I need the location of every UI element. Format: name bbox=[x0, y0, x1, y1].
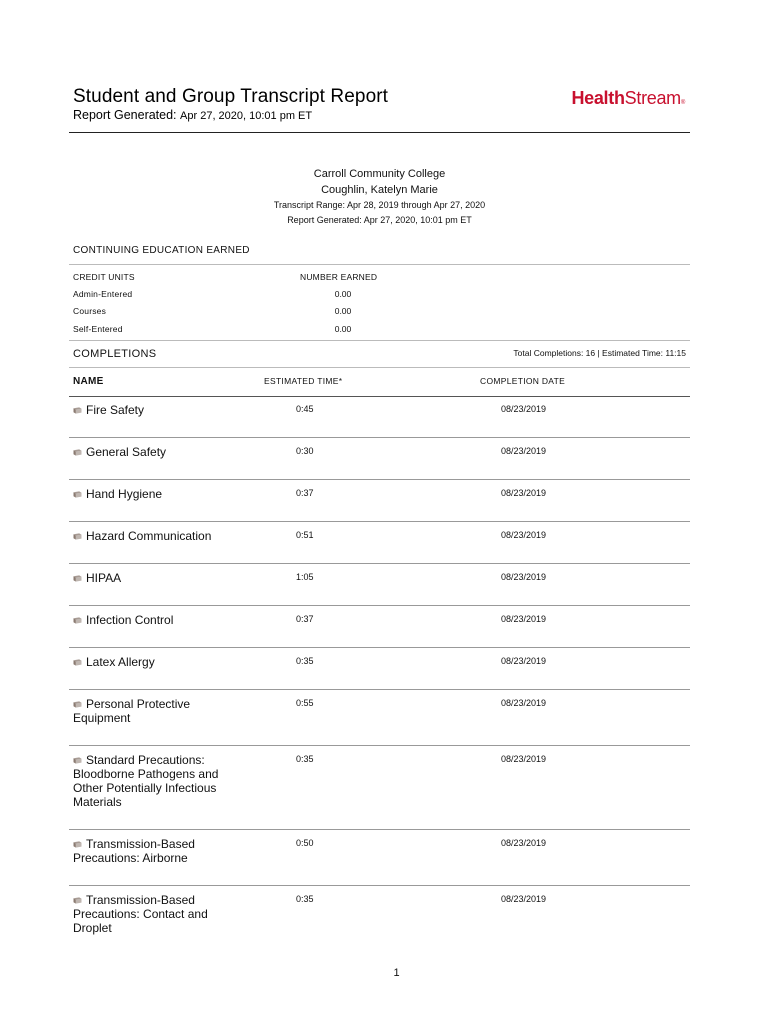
course-name-text: Hazard Communication bbox=[86, 529, 212, 543]
transcript-range: Transcript Range: Apr 28, 2019 through Apr 27, 2020 bbox=[273, 200, 486, 210]
estimated-time: 0:51 bbox=[296, 530, 314, 540]
row-divider bbox=[69, 437, 690, 438]
estimated-time: 0:37 bbox=[296, 614, 314, 624]
course-name bbox=[73, 697, 248, 725]
course-name-text: Transmission-Based Precautions: Contact and Droplet bbox=[73, 893, 208, 935]
row-divider bbox=[69, 605, 690, 606]
completion-date: 08/23/2019 bbox=[501, 754, 547, 764]
report-title: Student and Group Transcript Report bbox=[73, 86, 389, 107]
row-divider bbox=[69, 479, 690, 480]
course-name bbox=[73, 529, 248, 543]
completion-date: 08/23/2019 bbox=[501, 404, 547, 414]
col-header-completion-date: COMPLETION DATE bbox=[480, 376, 566, 386]
row-divider bbox=[69, 521, 690, 522]
book-icon bbox=[73, 533, 82, 540]
col-header-name: NAME bbox=[73, 376, 104, 387]
report-generated-label: Report Generated: bbox=[73, 108, 177, 122]
row-divider bbox=[69, 745, 690, 746]
institution-name: Carroll Community College bbox=[313, 168, 446, 180]
estimated-time: 0:30 bbox=[296, 446, 314, 456]
report-generated-value: Apr 27, 2020, 10:01 pm ET bbox=[180, 110, 313, 122]
completions-top-divider bbox=[69, 340, 690, 341]
row-divider bbox=[69, 689, 690, 690]
book-icon bbox=[73, 841, 82, 848]
ce-row-value: 0.00 bbox=[334, 289, 352, 299]
ce-row-label: Courses bbox=[73, 306, 107, 316]
book-icon bbox=[73, 701, 82, 708]
estimated-time: 1:05 bbox=[296, 572, 314, 582]
estimated-time: 0:35 bbox=[296, 894, 314, 904]
completion-date: 08/23/2019 bbox=[501, 894, 547, 904]
course-name bbox=[73, 487, 248, 501]
estimated-time: 0:50 bbox=[296, 838, 314, 848]
estimated-time: 0:35 bbox=[296, 656, 314, 666]
logo-bold-text: Health bbox=[571, 88, 625, 108]
col-header-estimated-time: ESTIMATED TIME* bbox=[264, 376, 343, 386]
book-icon bbox=[73, 617, 82, 624]
completion-date: 08/23/2019 bbox=[501, 656, 547, 666]
completion-date: 08/23/2019 bbox=[501, 698, 547, 708]
course-name bbox=[73, 445, 248, 459]
course-name bbox=[73, 655, 248, 669]
course-name-text: HIPAA bbox=[86, 571, 122, 585]
estimated-time: 0:55 bbox=[296, 698, 314, 708]
page-number: 1 bbox=[393, 967, 400, 979]
book-icon bbox=[73, 491, 82, 498]
completion-date: 08/23/2019 bbox=[501, 572, 547, 582]
course-name bbox=[73, 571, 248, 585]
book-icon bbox=[73, 659, 82, 666]
course-name-text: Personal Protective Equipment bbox=[73, 697, 191, 725]
row-divider bbox=[69, 647, 690, 648]
header-divider bbox=[69, 132, 690, 133]
logo-regular-text: Stream bbox=[624, 88, 681, 108]
completion-date: 08/23/2019 bbox=[501, 488, 547, 498]
course-name bbox=[73, 403, 248, 417]
course-name-text: Fire Safety bbox=[86, 403, 145, 417]
course-name bbox=[73, 613, 248, 627]
estimated-time: 0:35 bbox=[296, 754, 314, 764]
book-icon bbox=[73, 449, 82, 456]
ce-row-value: 0.00 bbox=[334, 324, 352, 334]
ce-section-label: CONTINUING EDUCATION EARNED bbox=[73, 245, 250, 256]
ce-col-number-earned: NUMBER EARNED bbox=[300, 272, 378, 282]
ce-col-credit-units: CREDIT UNITS bbox=[73, 272, 135, 282]
ce-divider bbox=[69, 264, 690, 265]
course-name-text: Hand Hygiene bbox=[86, 487, 163, 501]
course-name-text: Standard Precautions: Bloodborne Pathogens and Other Potentially Infectious Materials bbox=[73, 753, 219, 809]
completions-header-divider bbox=[69, 367, 690, 368]
estimated-time: 0:45 bbox=[296, 404, 314, 414]
course-name-text: Latex Allergy bbox=[86, 655, 155, 669]
ce-row-label: Self-Entered bbox=[73, 324, 123, 334]
completion-date: 08/23/2019 bbox=[501, 530, 547, 540]
course-name-text: Transmission-Based Precautions: Airborne bbox=[73, 837, 195, 865]
estimated-time: 0:37 bbox=[296, 488, 314, 498]
healthstream-logo bbox=[571, 88, 685, 109]
row-divider bbox=[69, 885, 690, 886]
course-name bbox=[73, 893, 248, 935]
completions-totals: Total Completions: 16 | Estimated Time: 11:15 bbox=[513, 348, 686, 358]
book-icon bbox=[73, 575, 82, 582]
row-divider bbox=[69, 829, 690, 830]
report-generated-line bbox=[73, 108, 312, 122]
book-icon bbox=[73, 897, 82, 904]
column-header-divider bbox=[69, 396, 690, 397]
logo-trademark: ® bbox=[680, 100, 685, 106]
completion-date: 08/23/2019 bbox=[501, 446, 547, 456]
course-name bbox=[73, 837, 248, 865]
completion-date: 08/23/2019 bbox=[501, 838, 547, 848]
ce-row-value: 0.00 bbox=[334, 306, 352, 316]
ce-row-label: Admin-Entered bbox=[73, 289, 133, 299]
summary-report-generated: Report Generated: Apr 27, 2020, 10:01 pm ET bbox=[287, 215, 472, 225]
course-name-text: Infection Control bbox=[86, 613, 174, 627]
book-icon bbox=[73, 407, 82, 414]
course-name bbox=[73, 753, 248, 809]
book-icon bbox=[73, 757, 82, 764]
row-divider bbox=[69, 563, 690, 564]
course-name-text: General Safety bbox=[86, 445, 167, 459]
completions-section-label: COMPLETIONS bbox=[73, 348, 157, 360]
student-name: Coughlin, Katelyn Marie bbox=[321, 184, 438, 196]
completion-date: 08/23/2019 bbox=[501, 614, 547, 624]
